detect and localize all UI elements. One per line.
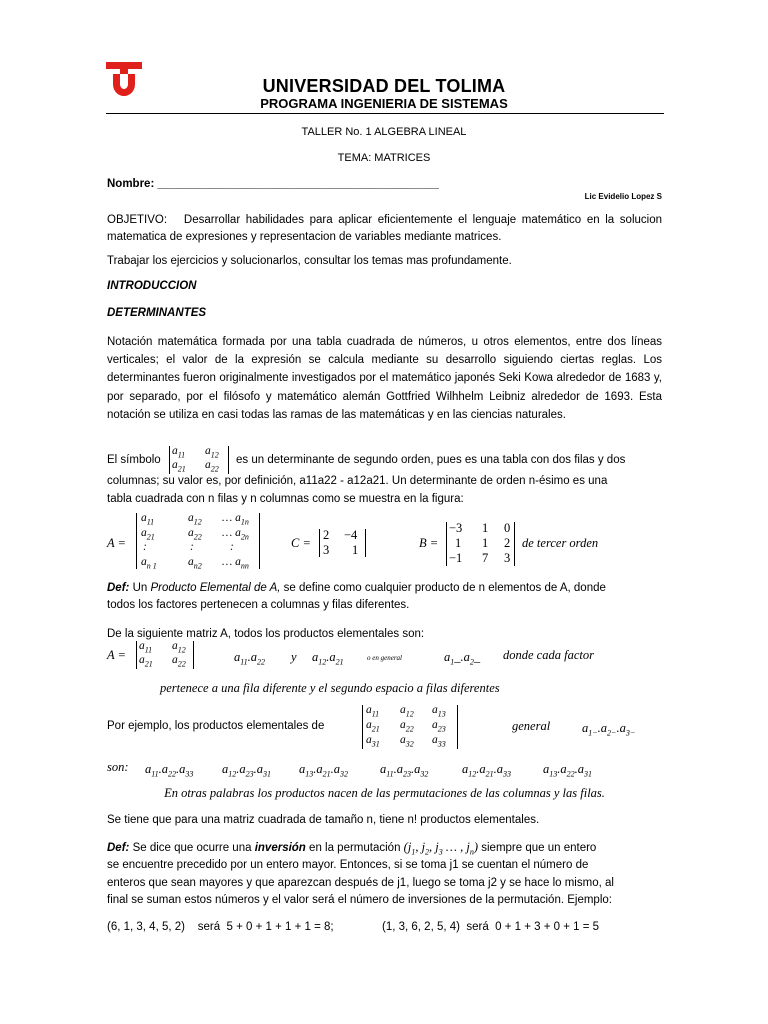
- def2-line4: final se suman estos números y el valor será el número de inversiones de la permutación. Ejemplo:: [107, 894, 612, 906]
- det-a12: $a_{12}$: [205, 445, 219, 460]
- document-topic: TEMA: MATRICES: [337, 152, 431, 164]
- example-cell: $a_{12}$: [400, 704, 414, 719]
- definition-elemental-product: [107, 580, 662, 597]
- matrix-a-cell: … $a_{2n}$: [222, 527, 249, 542]
- example-general-expr: $a_{1-}.a_{2-}.a_{3-}$: [582, 721, 636, 738]
- matrix-c-bar-left: [319, 529, 320, 557]
- det-a22: $a_{22}$: [205, 459, 219, 474]
- det-bar-right: [228, 446, 229, 474]
- example-cell: $a_{32}$: [400, 734, 414, 749]
- example-cell: $a_{33}$: [432, 734, 446, 749]
- example-general: general: [512, 719, 551, 733]
- matrix-b-cell: −3: [449, 521, 463, 535]
- example-1: (6, 1, 3, 4, 5, 2) será 5 + 0 + 1 + 1 + 1 = 8;: [107, 921, 334, 933]
- son-product: $a_{11}.a_{22}.a_{33}$: [145, 762, 194, 779]
- matrix-a-cell: $a_{n 1}$: [141, 556, 157, 571]
- def2-rest: siempre que un entero: [481, 842, 597, 854]
- university-name: UNIVERSIDAD DEL TOLIMA: [262, 76, 506, 96]
- objective: [107, 212, 662, 246]
- matrix-b-cell: −1: [449, 551, 463, 565]
- det-bar-left: [169, 446, 170, 474]
- matrix-a-bar-left: [136, 513, 137, 569]
- example-bar-right: [457, 705, 458, 749]
- prod2-bar-left: [136, 641, 137, 669]
- prod2-general: o en general: [367, 654, 402, 662]
- document-title: TALLER No. 1 ALGEBRA LINEAL: [301, 126, 467, 138]
- def1-label: Def:: [107, 582, 130, 594]
- son-product: $a_{13}.a_{21}.a_{32}$: [299, 762, 348, 779]
- symbol-line3: tabla cuadrada con n filas y n columnas como se muestra en la figura:: [107, 493, 464, 505]
- matrix-a-cell: $a_{n2}$: [188, 556, 202, 571]
- example-cell: $a_{21}$: [366, 719, 380, 734]
- matrix-a-cell: … $a_{nn}$: [222, 556, 249, 571]
- prod2-line2: pertenece a una fila diferente y el segundo espacio a filas diferentes: [160, 681, 500, 695]
- matrix-c-cell: 2: [323, 528, 330, 542]
- son-product: $a_{12}.a_{23}.a_{31}$: [222, 762, 271, 779]
- matrix-b-suffix: de tercer orden: [522, 536, 599, 550]
- paragraph-determinants: Notación matemática formada por una tabla cuadrada de números, u otros elementos, entre dos líneas verticales; el valor de la expresión se calcula mediante su desarrollo siguiendo ciertas reglas. Los determinantes fueron originalmente investigados por el matemático japonés Seki Kowa alrededor de 1683 y, por separado, por el filósofo y matemático alemán Gottfried Wilhhelm Leibniz alrededor de 1693. Esta notación se utiliza en casi todas las ramas de las matemáticas y en las ciencias naturales.: [107, 336, 662, 421]
- matrix-a-cell: $a_{22}$: [188, 527, 202, 542]
- det-a21: $a_{21}$: [172, 459, 186, 474]
- matrix-a-cell: :: [190, 541, 194, 553]
- matrix-a-cell: :: [143, 541, 147, 553]
- det-a11: $a_{11}$: [172, 445, 186, 460]
- sentence-matrix: De la siguiente matriz A, todos los productos elementales son:: [107, 628, 425, 640]
- def2-perm: ($j_1$, $j_2$, $j_3$ … , $j_n$): [403, 840, 479, 857]
- matrix-a-cell: :: [230, 541, 234, 553]
- matrix-b-bar-right: [514, 522, 515, 566]
- matrix-c-cell: −4: [344, 528, 358, 542]
- instruction: Trabajar los ejercicios y solucionarlos, consultar los temas mas profundamente.: [107, 255, 512, 267]
- prod2-cell: $a_{22}$: [172, 654, 186, 669]
- def2-term: inversión: [254, 842, 306, 854]
- symbol-line2: columnas; su valor es, por definición, a11a22 - a12a21. Un determinante de orden n-ésimo es una: [107, 475, 608, 487]
- matrix-b-cell: 1: [455, 536, 462, 550]
- prod2-tail: donde cada factor: [503, 648, 594, 662]
- prod2-p2: $a_{12}.a_{21}$: [312, 650, 344, 667]
- matrix-c-label: C =: [291, 536, 311, 550]
- matrix-b-cell: 0: [504, 521, 511, 535]
- matrix-b-bar-left: [446, 522, 447, 566]
- factorial-line: Se tiene que para una matriz cuadrada de tamaño n, tiene n! productos elementales.: [107, 814, 540, 826]
- prod2-a-label: A =: [107, 648, 126, 662]
- prod2-bar-right: [193, 641, 194, 669]
- matrix-b-cell: 2: [504, 536, 511, 550]
- matrix-b-label: B =: [419, 536, 439, 550]
- son-label: son:: [107, 760, 129, 774]
- def2-line3: enteros que sean mayores y que aparezcan después de j1, luego se toma j2 y se hace lo mismo, al: [107, 877, 614, 889]
- section-determinantes: DETERMINANTES: [107, 307, 207, 319]
- def1-pre: Un: [132, 582, 148, 594]
- prod2-y: y: [291, 650, 297, 664]
- section-introduccion: INTRODUCCION: [107, 280, 197, 292]
- matrix-c-bar-right: [365, 529, 366, 557]
- permutations-line: En otras palabras los productos nacen de las permutaciones de las columnas y las filas.: [164, 786, 605, 800]
- def2-mid: en la permutación: [309, 842, 401, 854]
- def2-label: Def:: [107, 842, 130, 854]
- matrix-c-cell: 1: [352, 543, 359, 557]
- def1-term: Producto Elemental de A,: [150, 582, 281, 594]
- example-cell: $a_{31}$: [366, 734, 380, 749]
- author: Lic Evidelio Lopez S: [584, 192, 662, 201]
- example-pre: Por ejemplo, los productos elementales de: [107, 720, 325, 732]
- matrix-a-cell: $a_{21}$: [141, 527, 155, 542]
- matrix-a-bar-right: [259, 513, 260, 569]
- matrix-a-label: A =: [107, 536, 126, 550]
- matrix-a-cell: $a_{11}$: [141, 512, 155, 527]
- program-name: PROGRAMA INGENIERIA DE SISTEMAS: [260, 96, 508, 111]
- def2-pre: Se dice que ocurre una: [132, 842, 252, 854]
- def1-line2: todos los factores pertenecen a columnas y filas diferentes.: [107, 599, 410, 611]
- example-cell: $a_{11}$: [366, 704, 380, 719]
- objective-label: OBJETIVO:: [107, 214, 168, 226]
- symbol-pre: El símbolo: [107, 454, 161, 466]
- objective-text: Desarrollar habilidades para aplicar eficientemente el lenguaje matemático en la solucion matematica de expresiones y representacion de variables mediante matrices.: [107, 214, 662, 243]
- example-cell: $a_{23}$: [432, 719, 446, 734]
- name-line: Nombre: ____________________________________________: [107, 178, 439, 190]
- matrix-a-cell: … $a_{1n}$: [222, 512, 249, 527]
- matrix-c-cell: 3: [323, 543, 330, 557]
- prod2-p1: $a_{11}.a_{22}$: [234, 650, 266, 667]
- matrix-b-cell: 3: [504, 551, 511, 565]
- example-cell: $a_{13}$: [432, 704, 446, 719]
- prod2-cell: $a_{11}$: [139, 640, 153, 655]
- example-cell: $a_{22}$: [400, 719, 414, 734]
- symbol-post: es un determinante de segundo orden, pues es una tabla con dos filas y dos: [236, 454, 626, 466]
- matrix-a-cell: $a_{12}$: [188, 512, 202, 527]
- son-product: $a_{13}.a_{22}.a_{31}$: [543, 762, 592, 779]
- example-bar-left: [362, 705, 363, 749]
- son-product: $a_{12}.a_{21}.a_{33}$: [462, 762, 511, 779]
- matrix-b-cell: 7: [482, 551, 489, 565]
- prod2-cell: $a_{21}$: [139, 654, 153, 669]
- matrix-b-cell: 1: [482, 536, 489, 550]
- matrix-b-cell: 1: [482, 521, 489, 535]
- def2-line2: se encuentre precedido por un entero mayor. Entonces, si se toma j1 se cuentan el número de: [107, 859, 589, 871]
- prod2-p3: $a_1\_.a_2\_$: [444, 650, 481, 667]
- son-product: $a_{11}.a_{23}.a_{32}$: [380, 762, 429, 779]
- header-rule: [106, 113, 664, 114]
- def1-rest: se define como cualquier producto de n elementos de A, donde: [283, 582, 606, 594]
- example-2: (1, 3, 6, 2, 5, 4) será 0 + 1 + 3 + 0 + 1 = 5: [382, 921, 600, 933]
- prod2-cell: $a_{12}$: [172, 640, 186, 655]
